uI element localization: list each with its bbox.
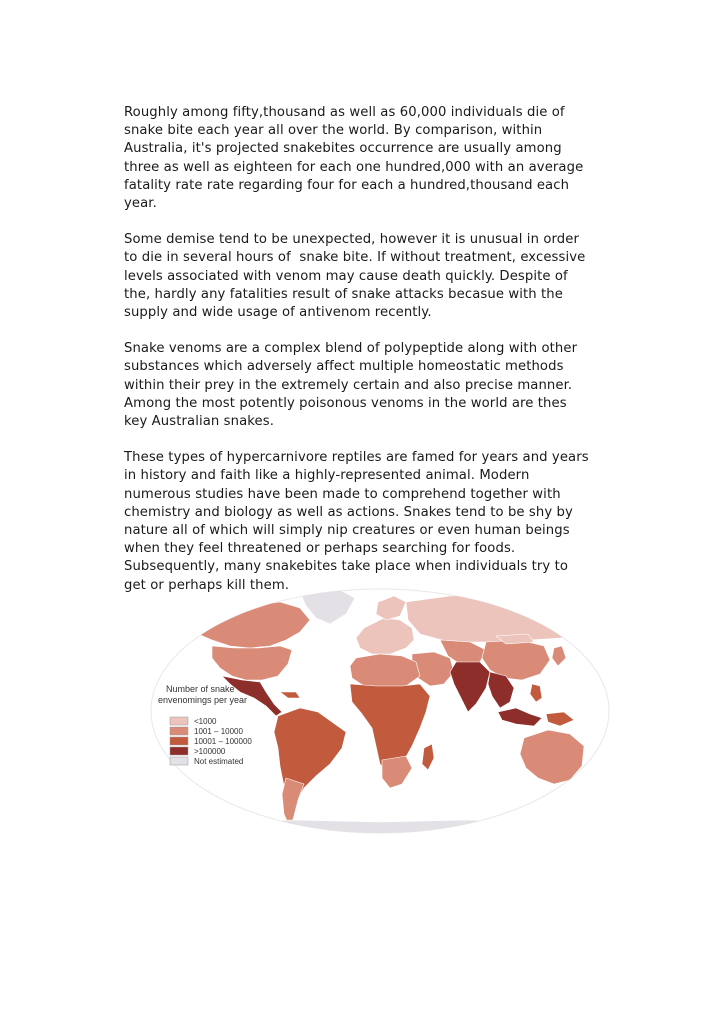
russia-region xyxy=(406,594,602,642)
paragraph-1: Roughly among fifty,thousand as well as 60,000 individuals die of snake bite each year all over the world. By comparison, within Australia, it's projected snakebites occurrence are usually among three as well as eighteen for each one hundred,000 with an average fatality rate rate regarding four for each a hundred,thousand each year. xyxy=(124,105,584,212)
paragraph-4: These types of hypercarnivore reptiles are famed for years and years in history and faith like a highly-represented animal. Modern numerous studies have been made to comprehend together with chemistry and biology as well as actions. Snakes tend to be shy by nature all of which will simply nip creatures or even human beings when they feel threatened or perhaps searching for foods. Subsequently, many snakebites take place when individuals try to get or perhaps kill them. xyxy=(124,450,589,593)
legend-label-5: Not estimated xyxy=(194,757,244,766)
world-map-svg xyxy=(150,588,610,834)
legend-label-3: 10001 – 100000 xyxy=(194,737,252,746)
new-zealand-region xyxy=(592,780,602,800)
legend-label-2: 1001 – 10000 xyxy=(194,727,243,736)
legend-swatch-4 xyxy=(170,747,188,755)
antarctica-region xyxy=(210,820,550,834)
legend-swatch-3 xyxy=(170,737,188,745)
legend-swatch-5 xyxy=(170,757,188,765)
legend-swatch-2 xyxy=(170,727,188,735)
legend-label-4: >100000 xyxy=(194,747,226,756)
north-africa-region xyxy=(350,654,420,688)
paragraph-3: Snake venoms are a complex blend of polypeptide along with other substances which adversely affect multiple homeostatic methods within their prey in the extremely certain and also precise manner. Among the most potently poisonous venoms in the world are thes key Australian snakes. xyxy=(124,341,578,430)
legend-title-line2: envenomings per year xyxy=(158,695,248,705)
paragraph-2: Some demise tend to be unexpected, however it is unusual in order to die in several hours of snake bite. If without treatment, excessive levels associated with venom may cause death quickly. Despite of the, hardly any fatalities result of snake attacks becasue with the supply and wide usage of antivenom recently. xyxy=(124,232,586,321)
world-snakebite-map xyxy=(150,588,610,834)
legend-label-1: <1000 xyxy=(194,717,217,726)
legend-title-line1: Number of snake xyxy=(166,684,235,694)
legend-swatch-1 xyxy=(170,717,188,725)
body-text xyxy=(124,104,644,613)
